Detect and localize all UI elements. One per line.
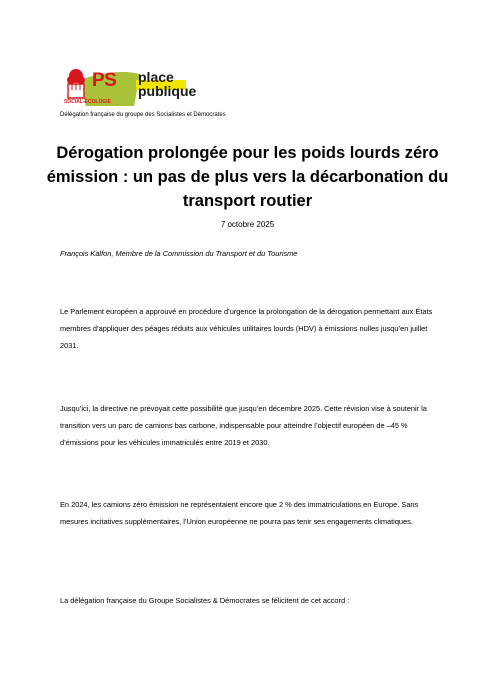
paragraph: Le Parlement européen a approuvé en procédure d’urgence la prolongation de la dérogation permettant aux États membres d’appliquer des péages réduits aux véhicules utilitaires lourds (HDV) à émissions nulles jusqu’en juillet 2031. [60, 307, 433, 350]
paragraph: La délégation française du Groupe Socialistes & Démocrates se félicitent de cet accord : [60, 596, 350, 605]
delegation-caption: Délégation française du groupe des Socialistes et Démocrates [60, 112, 226, 118]
document-title: Dérogation prolongée pour les poids lourds zéro émission : un pas de plus vers la décarbonation du transport routier [46, 144, 449, 210]
ps-logo-text: PS [92, 70, 117, 91]
document-date: 7 octobre 2025 [220, 220, 275, 229]
place-publique-logo [138, 70, 196, 98]
pp-line1: place [138, 69, 174, 85]
pp-line2: publique [138, 83, 197, 99]
document-author: François Kalfon, Membre de la Commission du Transport et du Tourisme [60, 249, 298, 258]
ps-subtitle: SOCIAL-ÉCOLOGIE [64, 99, 111, 105]
rose-petal [67, 76, 75, 84]
paragraph: En 2024, les camions zéro émission ne représentaient encore que 2 % des immatriculations en Europe. Sans mesures incitatives supplémentaires, l’Union européenne ne pourra pas tenir ses engagements climatiques. [60, 500, 419, 526]
rose-petal [77, 76, 85, 84]
paragraph: Jusqu’ici, la directive ne prévoyait cette possibilité que jusqu’en décembre 2025. Cette révision vise à soutenir la transition vers un parc de camions bas carbone, indispensable pour atteindre l’objectif européen de –45 % d’émissions pour les véhicules immatriculés entre 2019 et 2030. [60, 404, 427, 447]
